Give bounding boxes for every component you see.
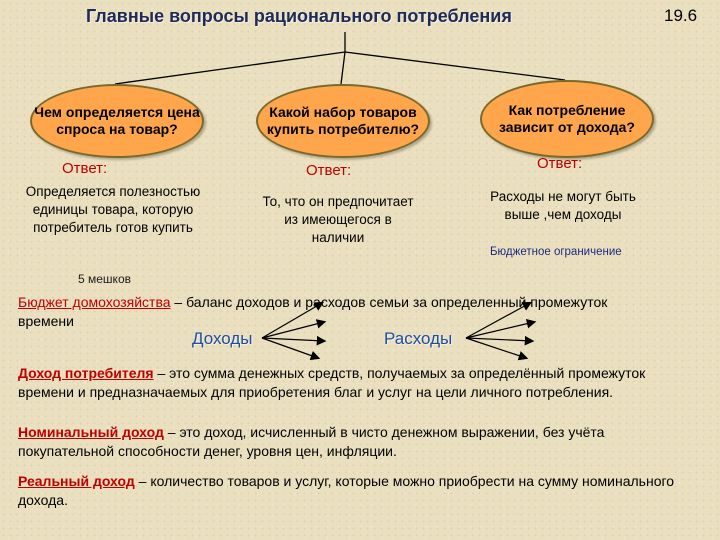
income-label: Доходы	[192, 329, 253, 348]
connector-line-3	[345, 52, 565, 80]
question-text-3: Как потребление зависит от дохода?	[499, 102, 635, 135]
budget-definition	[18, 293, 618, 331]
consumer-income-text: – это сумма денежных средств, получаемых за определённый промежуток времени и предназначаемых для приобретения благ и услуг на цели личного потребления.	[18, 365, 646, 400]
answer-label-3: Ответ:	[537, 155, 583, 172]
connector-line-2	[341, 52, 345, 84]
answer-text-1: Определяется полезностью единицы товара, которую потребитель готов купить	[25, 184, 201, 235]
answer-label-2: Ответ:	[306, 162, 352, 179]
page-title: Главные вопросы рационального потребления	[86, 6, 512, 26]
nominal-income-definition	[18, 423, 703, 461]
answer-text-2: То, что он предпочитает из имеющегося в наличии	[262, 194, 414, 245]
nominal-income-text: – это доход, исчисленный в чисто денежном выражении, без учёта покупательной способности денег, уровня цен, инфляции.	[18, 424, 605, 459]
answer-text-3: Расходы не могут быть выше ,чем доходы	[490, 189, 636, 222]
question-text-2: Какой набор товаров купить потребителю?	[266, 104, 420, 137]
nominal-income-term: Номинальный доход	[18, 424, 164, 440]
expense-label: Расходы	[384, 329, 453, 348]
real-income-term: Реальный доход	[18, 473, 135, 489]
answer-label-1: Ответ:	[62, 160, 108, 177]
budget-definition-text: – баланс доходов и расходов семьи за определенный промежуток времени	[18, 294, 608, 329]
connector-line-1	[115, 52, 345, 84]
real-income-definition	[18, 472, 703, 510]
question-oval-3	[480, 80, 654, 158]
question-oval-2	[256, 84, 430, 158]
question-oval-1	[30, 84, 204, 158]
budget-constraint-note: Бюджетное ограничение	[490, 246, 622, 258]
consumer-income-term: Доход потребителя	[18, 365, 154, 381]
slide-number: 19.6	[664, 6, 698, 25]
budget-term: Бюджет домохозяйства	[18, 294, 171, 310]
bags-note: 5 мешков	[78, 272, 131, 286]
consumer-income-definition	[18, 364, 703, 402]
real-income-text: – количество товаров и услуг, которые можно приобрести на сумму номинального дохода.	[18, 473, 675, 508]
question-text-1: Чем определяется цена спроса на товар?	[34, 104, 200, 137]
